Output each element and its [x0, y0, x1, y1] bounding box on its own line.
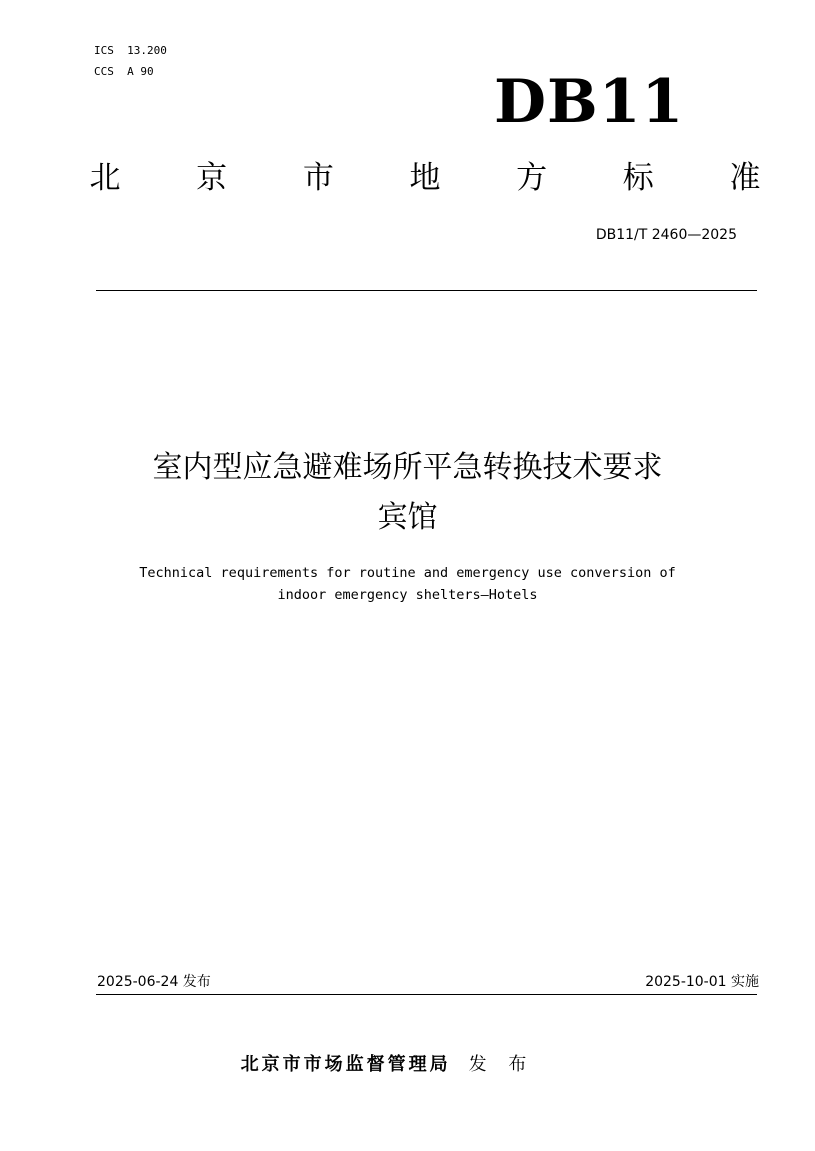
ccs-code: CCS A 90: [94, 65, 154, 78]
issuer-line: [60, 1052, 715, 1078]
standard-type-char: 方: [516, 160, 548, 196]
title-chinese-line2: 宾馆: [377, 500, 438, 535]
standard-type-char: 标: [622, 160, 654, 196]
db-logo: DB11: [494, 67, 685, 137]
title-english-line2: indoor emergency shelters—Hotels: [277, 587, 538, 603]
standard-type-char: 准: [729, 160, 761, 196]
issuer-action: 发 布: [468, 1054, 535, 1075]
top-divider: [96, 290, 757, 291]
standard-type-char: 地: [409, 160, 441, 196]
standard-type-char: 北: [89, 160, 121, 196]
release-date: 2025-06-24 发布: [97, 974, 211, 990]
bottom-divider: [96, 994, 757, 995]
title-chinese: [60, 443, 755, 543]
standard-type-char: 京: [196, 160, 228, 196]
ics-code: ICS 13.200: [94, 44, 167, 57]
classification-codes: [94, 40, 167, 82]
issuer-name: 北京市市场监督管理局: [240, 1054, 451, 1075]
title-english: [60, 562, 755, 606]
standard-number: DB11/T 2460—2025: [595, 227, 737, 243]
standard-type-char: 市: [302, 160, 334, 196]
title-chinese-line1: 室内型应急避难场所平急转换技术要求: [152, 450, 663, 485]
standard-type-heading: [80, 155, 770, 201]
title-english-line1: Technical requirements for routine and emergency use conversion of: [139, 565, 676, 581]
effective-date: 2025-10-01 实施: [645, 974, 759, 990]
